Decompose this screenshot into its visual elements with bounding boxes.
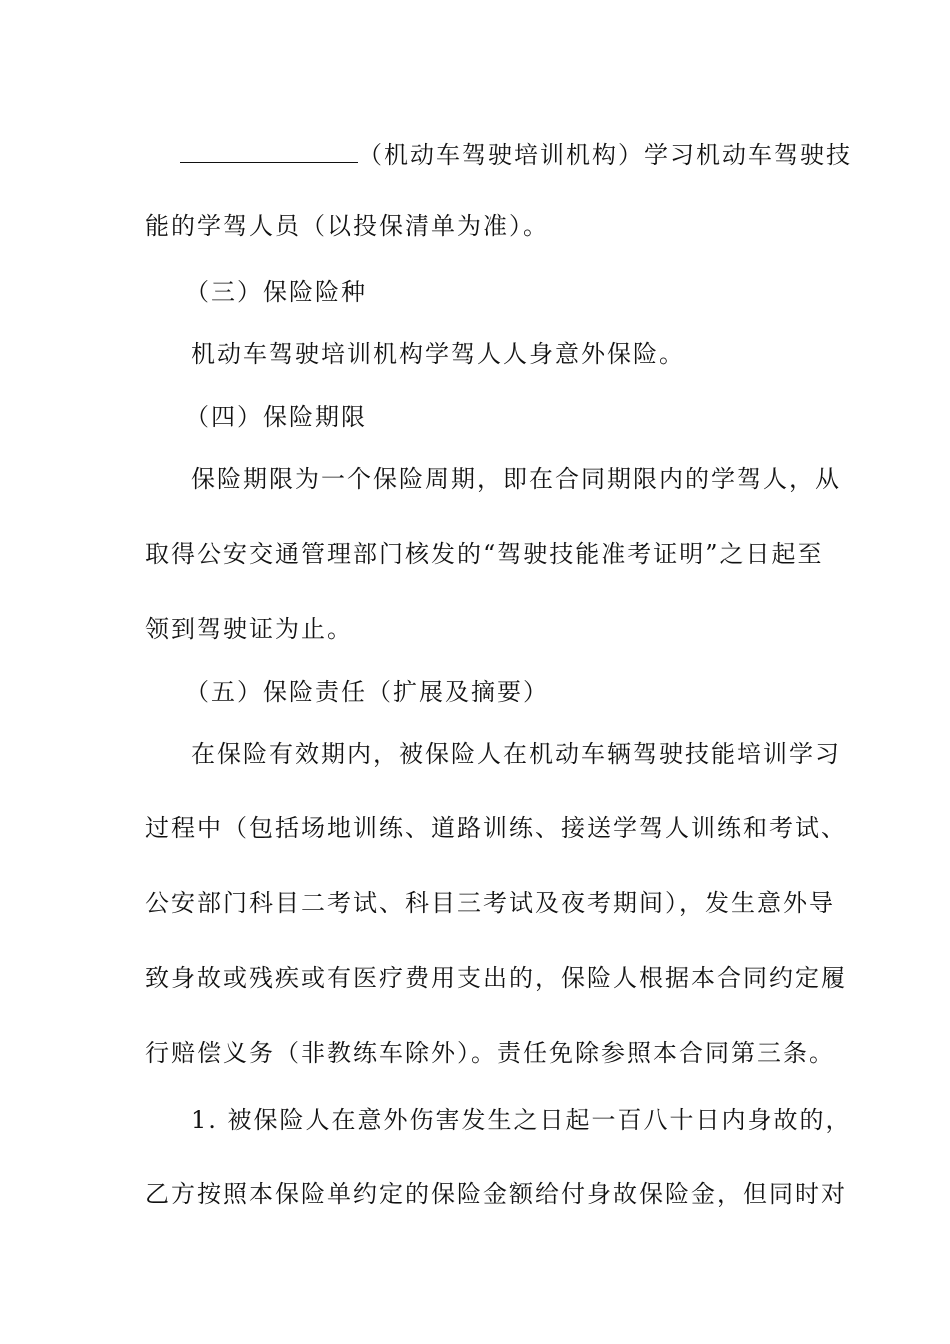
section-heading-4 (185, 401, 367, 433)
line-text: （机动车驾驶培训机构）学习机动车驾驶技 (358, 141, 852, 169)
line-text: 致身故或残疾或有医疗费用支出的，保险人根据本合同约定履 (145, 964, 847, 992)
line-text: （四）保险期限 (185, 403, 367, 431)
line-text: 1. 被保险人在意外伤害发生之日起一百八十日内身故的， (191, 1106, 852, 1134)
paragraph-line-2 (145, 210, 549, 242)
paragraph-line-16 (145, 1178, 847, 1210)
paragraph-line-11 (145, 812, 847, 844)
line-text: 能的学驾人员（以投保清单为准）。 (145, 212, 549, 240)
paragraph-line-1 (180, 136, 852, 171)
paragraph-line-12 (145, 887, 835, 919)
line-text: 行赔偿义务（非教练车除外）。责任免除参照本合同第三条。 (145, 1039, 835, 1067)
paragraph-line-10 (191, 738, 841, 770)
line-text: 机动车驾驶培训机构学驾人人身意外保险。 (191, 340, 685, 368)
paragraph-line-4 (191, 338, 685, 370)
fill-in-blank (180, 136, 358, 163)
section-heading-5 (185, 676, 549, 708)
paragraph-line-14 (145, 1037, 835, 1069)
section-heading-3 (185, 276, 367, 308)
paragraph-line-8 (145, 613, 353, 645)
line-text: 过程中（包括场地训练、道路训练、接送学驾人训练和考试、 (145, 814, 847, 842)
line-text: 保险期限为一个保险周期，即在合同期限内的学驾人，从 (191, 465, 841, 493)
paragraph-line-7 (145, 538, 824, 570)
line-text: 领到驾驶证为止。 (145, 615, 353, 643)
line-text: 在保险有效期内，被保险人在机动车辆驾驶技能培训学习 (191, 740, 841, 768)
paragraph-line-15 (191, 1104, 852, 1136)
line-text: （五）保险责任（扩展及摘要） (185, 678, 549, 706)
paragraph-line-6 (191, 463, 841, 495)
line-text: （三）保险险种 (185, 278, 367, 306)
paragraph-line-13 (145, 962, 847, 994)
line-text: 公安部门科目二考试、科目三考试及夜考期间），发生意外导 (145, 889, 835, 917)
line-text: 取得公安交通管理部门核发的“驾驶技能准考证明”之日起至 (145, 540, 824, 568)
line-text: 乙方按照本保险单约定的保险金额给付身故保险金，但同时对 (145, 1180, 847, 1208)
